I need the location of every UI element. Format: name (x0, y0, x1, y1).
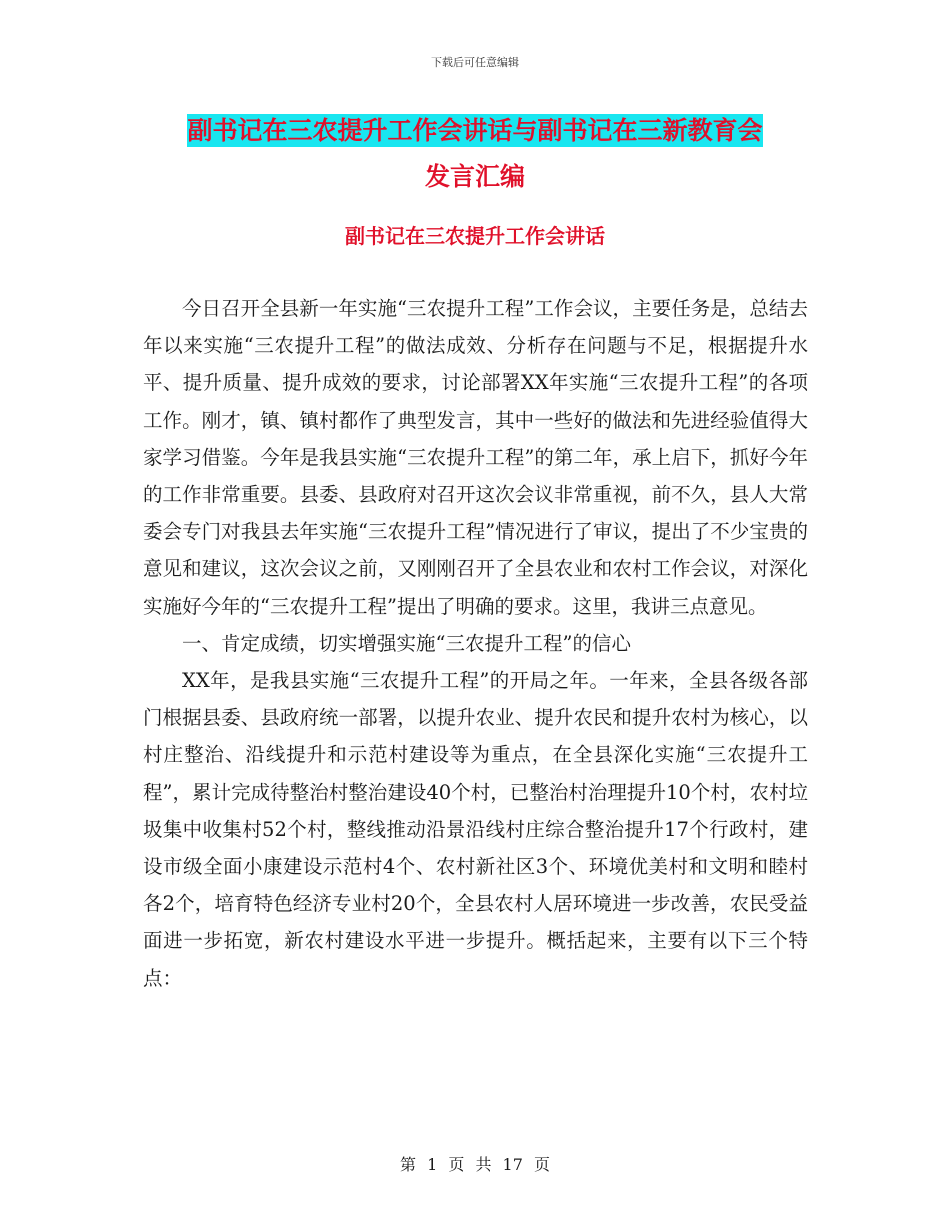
body-heading-1: 一、肯定成绩，切实增强实施“三农提升工程”的信心 (182, 631, 631, 655)
body-paragraph-1: 今日召开全县新一年实施“三农提升工程”工作会议，主要任务是，总结去年以来实施“三农提升工程”的做法成效、分析存在问题与不足，根据提升水平、提升质量、提升成效的要求，讨论部署XX年实施“三农提升工程”的各项工作。刚才，镇、镇村都作了典型发言，其中一些好的做法和先进经验值得大家学习借鉴。今年是我县实施“三农提升工程”的第二年，承上启下，抓好今年的工作非常重要。县委、县政府对召开这次会议非常重视，前不久，县人大常委会专门对我县去年实施“三农提升工程”情况进行了审议，提出了不少宝贵的意见和建议，这次会议之前，又刚刚召开了全县农业和农村工作会议，对深化实施好今年的“三农提升工程”提出了明确的要求。这里，我讲三点意见。 (143, 297, 808, 618)
document-title-line2: 发言汇编 (424, 162, 525, 191)
document-title (140, 108, 810, 200)
document-title-line1: 副书记在三农提升工作会讲话与副书记在三新教育会 (187, 116, 763, 145)
page-footer: 第 1 页 共 17 页 (400, 1155, 550, 1174)
document-body (143, 290, 808, 997)
section-title: 副书记在三农提升工作会讲话 (345, 224, 605, 248)
body-paragraph-2: XX年，是我县实施“三农提升工程”的开局之年。一年来，全县各级各部门根据县委、县政府统一部署，以提升农业、提升农民和提升农村为核心，以村庄整治、沿线提升和示范村建设等为重点，在全县深化实施“三农提升工程”，累计完成待整治村整治建设40个村，已整治村治理提升10个村，农村垃圾集中收集村52个村，整线推动沿景沿线村庄综合整治提升17个行政村，建设市级全面小康建设示范村4个、农村新社区3个、环境优美村和文明和睦村各2个，培育特色经济专业村20个，全县农村人居环境进一步改善，农民受益面进一步拓宽，新农村建设水平进一步提升。概括起来，主要有以下三个特点： (143, 669, 808, 990)
header-note: 下载后可任意编辑 (431, 56, 519, 69)
